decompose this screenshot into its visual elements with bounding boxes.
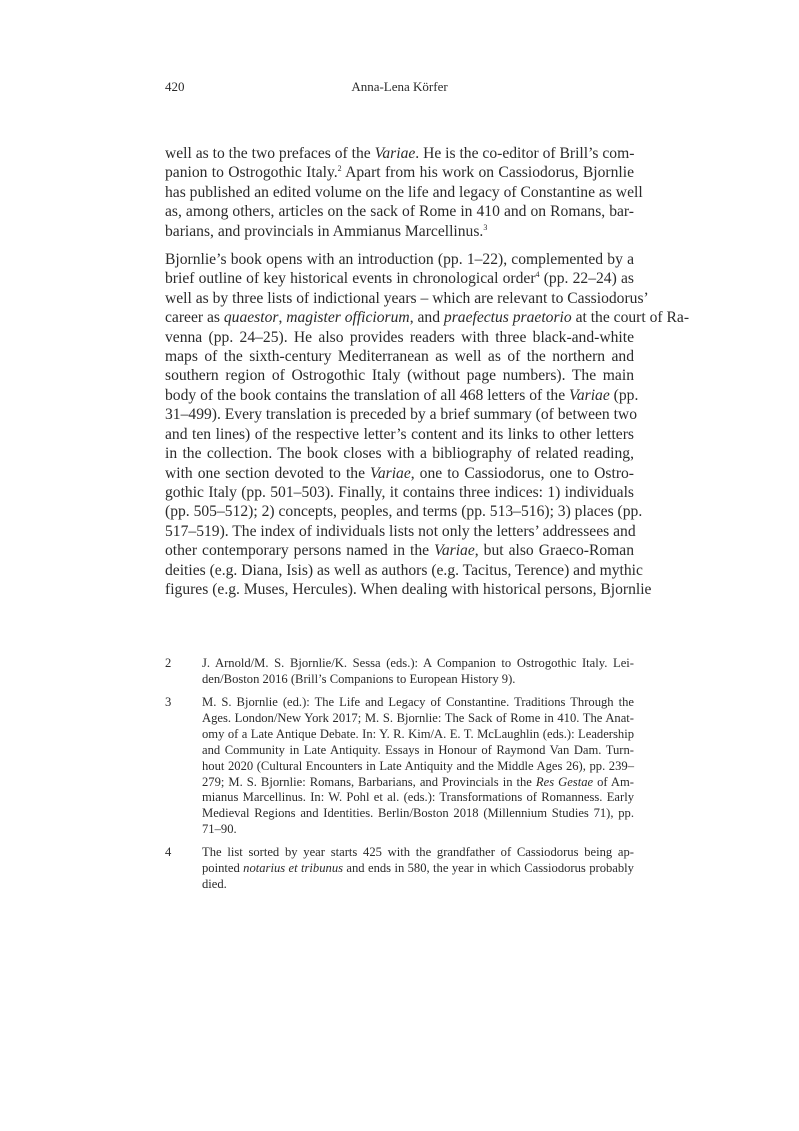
footnotes: [165, 656, 634, 900]
paragraph: [165, 250, 690, 600]
text-line: (pp. 505–512); 2) concepts, peoples, and terms (pp. 513–516); 3) places (pp.: [165, 503, 643, 521]
text-line: other contemporary persons named in the Variae, but also Graeco-Roman: [165, 542, 634, 560]
main-text: [165, 144, 690, 608]
text-line: well as to the two prefaces of the Variae. He is the co-editor of Brill’s com-: [165, 145, 635, 162]
text-line: in the collection. The book closes with a bibliography of related reading,: [165, 445, 634, 463]
text-line: 279; M. S. Bjornlie: Romans, Barbarians, and Provincials in the Res Gestae of Am-: [202, 774, 634, 789]
text-line: venna (pp. 24–25). He also provides readers with three black-and-white: [165, 328, 634, 346]
italic-term: Variae: [374, 145, 416, 162]
footnote-reference: 4: [535, 270, 540, 280]
text-line: and ten lines) of the respective letter’s content and its links to other letters: [165, 425, 634, 443]
italic-term: magister officiorum: [286, 309, 410, 327]
text-line: panion to Ostrogothic Italy.$^2$ Apart from his work on Cassiodorus, Bjornlie: [165, 164, 634, 182]
footnote-reference: 3: [483, 222, 488, 232]
running-header-author: Anna-Lena Körfer: [351, 79, 448, 94]
text-line: gothic Italy (pp. 501–503). Finally, it contains three indices: 1) individuals: [165, 484, 634, 502]
italic-term: Variae: [370, 464, 411, 482]
italic-term: praefectus praetorio: [443, 309, 572, 327]
text-line: brief outline of key historical events in chronological order$^4$ (pp. 22–24) as: [165, 270, 634, 288]
text-line: Bjornlie’s book opens with an introduction (pp. 1–22), complemented by a: [165, 250, 634, 268]
text-line: well as by three lists of indictional years – which are relevant to Cassiodorus’: [165, 289, 649, 307]
footnote: [165, 845, 634, 893]
text-line: figures (e.g. Muses, Hercules). When dealing with historical persons, Bjornlie: [165, 581, 652, 599]
italic-term: Variae: [569, 386, 610, 404]
footnote: [165, 656, 634, 688]
paragraph: [165, 144, 643, 241]
text-line: J. Arnold/M. S. Bjornlie/K. Sessa (eds.): A Companion to Ostrogothic Italy. Lei-: [202, 656, 634, 670]
text-line: as, among others, articles on the sack of Rome in 410 and on Romans, bar-: [165, 203, 634, 221]
text-line: maps of the sixth-century Mediterranean as well as of the northern and: [165, 347, 634, 365]
text-line: 517–519). The index of individuals lists not only the letters’ addressees and: [165, 522, 636, 540]
text-line: southern region of Ostrogothic Italy (without page numbers). The main: [165, 367, 634, 385]
italic-term: notarius et tribunus: [243, 861, 344, 876]
text-line: mianus Marcellinus. In: W. Pohl et al. (eds.): Transformations of Romanness. Early: [202, 790, 634, 805]
footnote-number: 4: [165, 845, 172, 860]
text-line: with one section devoted to the Variae, one to Cassiodorus, one to Ostro-: [165, 464, 634, 482]
text-line: pointed notarius et tribunus and ends in 580, the year in which Cassiodorus probably: [202, 861, 634, 876]
page-number: 420: [165, 79, 185, 94]
italic-term: quaestor: [223, 309, 279, 327]
text-line: 71–90.: [202, 822, 237, 837]
footnote: [165, 695, 634, 838]
text-line: died.: [202, 877, 227, 892]
text-line: deities (e.g. Diana, Isis) as well as authors (e.g. Tacitus, Terence) and mythic: [165, 561, 643, 579]
text-line: barians, and provincials in Ammianus Marcellinus.$^3$: [165, 222, 488, 240]
footnote-number: 2: [165, 656, 172, 670]
text-line: M. S. Bjornlie (ed.): The Life and Legacy of Constantine. Traditions Through the: [202, 695, 634, 710]
text-line: career as quaestor, magister officiorum, and praefectus praetorio at the court of Ra-: [165, 309, 690, 327]
text-line: The list sorted by year starts 425 with the grandfather of Cassiodorus being ap-: [202, 845, 634, 860]
italic-term: Variae: [434, 542, 475, 560]
text-line: Ages. London/New York 2017; M. S. Bjornlie: The Sack of Rome in 410. The Anat-: [202, 710, 634, 725]
text-line: Medieval Regions and Identities. Berlin/Boston 2018 (Millennium Studies 71), pp.: [202, 806, 634, 821]
footnote-reference: 2: [337, 164, 342, 174]
text-line: hout 2020 (Cultural Encounters in Late Antiquity and the Middle Ages 26), pp. 239–: [202, 758, 634, 773]
text-line: omy of a Late Antique Debate. In: Y. R. Kim/A. E. T. McLaughlin (eds.): Leadership: [202, 726, 634, 741]
footnote-number: 3: [165, 695, 172, 710]
text-line: 31–499). Every translation is preceded by a brief summary (of between two: [165, 406, 637, 424]
text-line: and Community in Late Antiquity. Essays in Honour of Raymond Van Dam. Turn-: [202, 742, 634, 757]
text-line: den/Boston 2016 (Brill’s Companions to European History 9).: [202, 671, 516, 686]
italic-term: Res Gestae: [535, 774, 594, 789]
text-line: body of the book contains the translation of all 468 letters of the Variae (pp.: [165, 386, 639, 404]
text-line: has published an edited volume on the life and legacy of Constantine as well: [165, 183, 643, 201]
